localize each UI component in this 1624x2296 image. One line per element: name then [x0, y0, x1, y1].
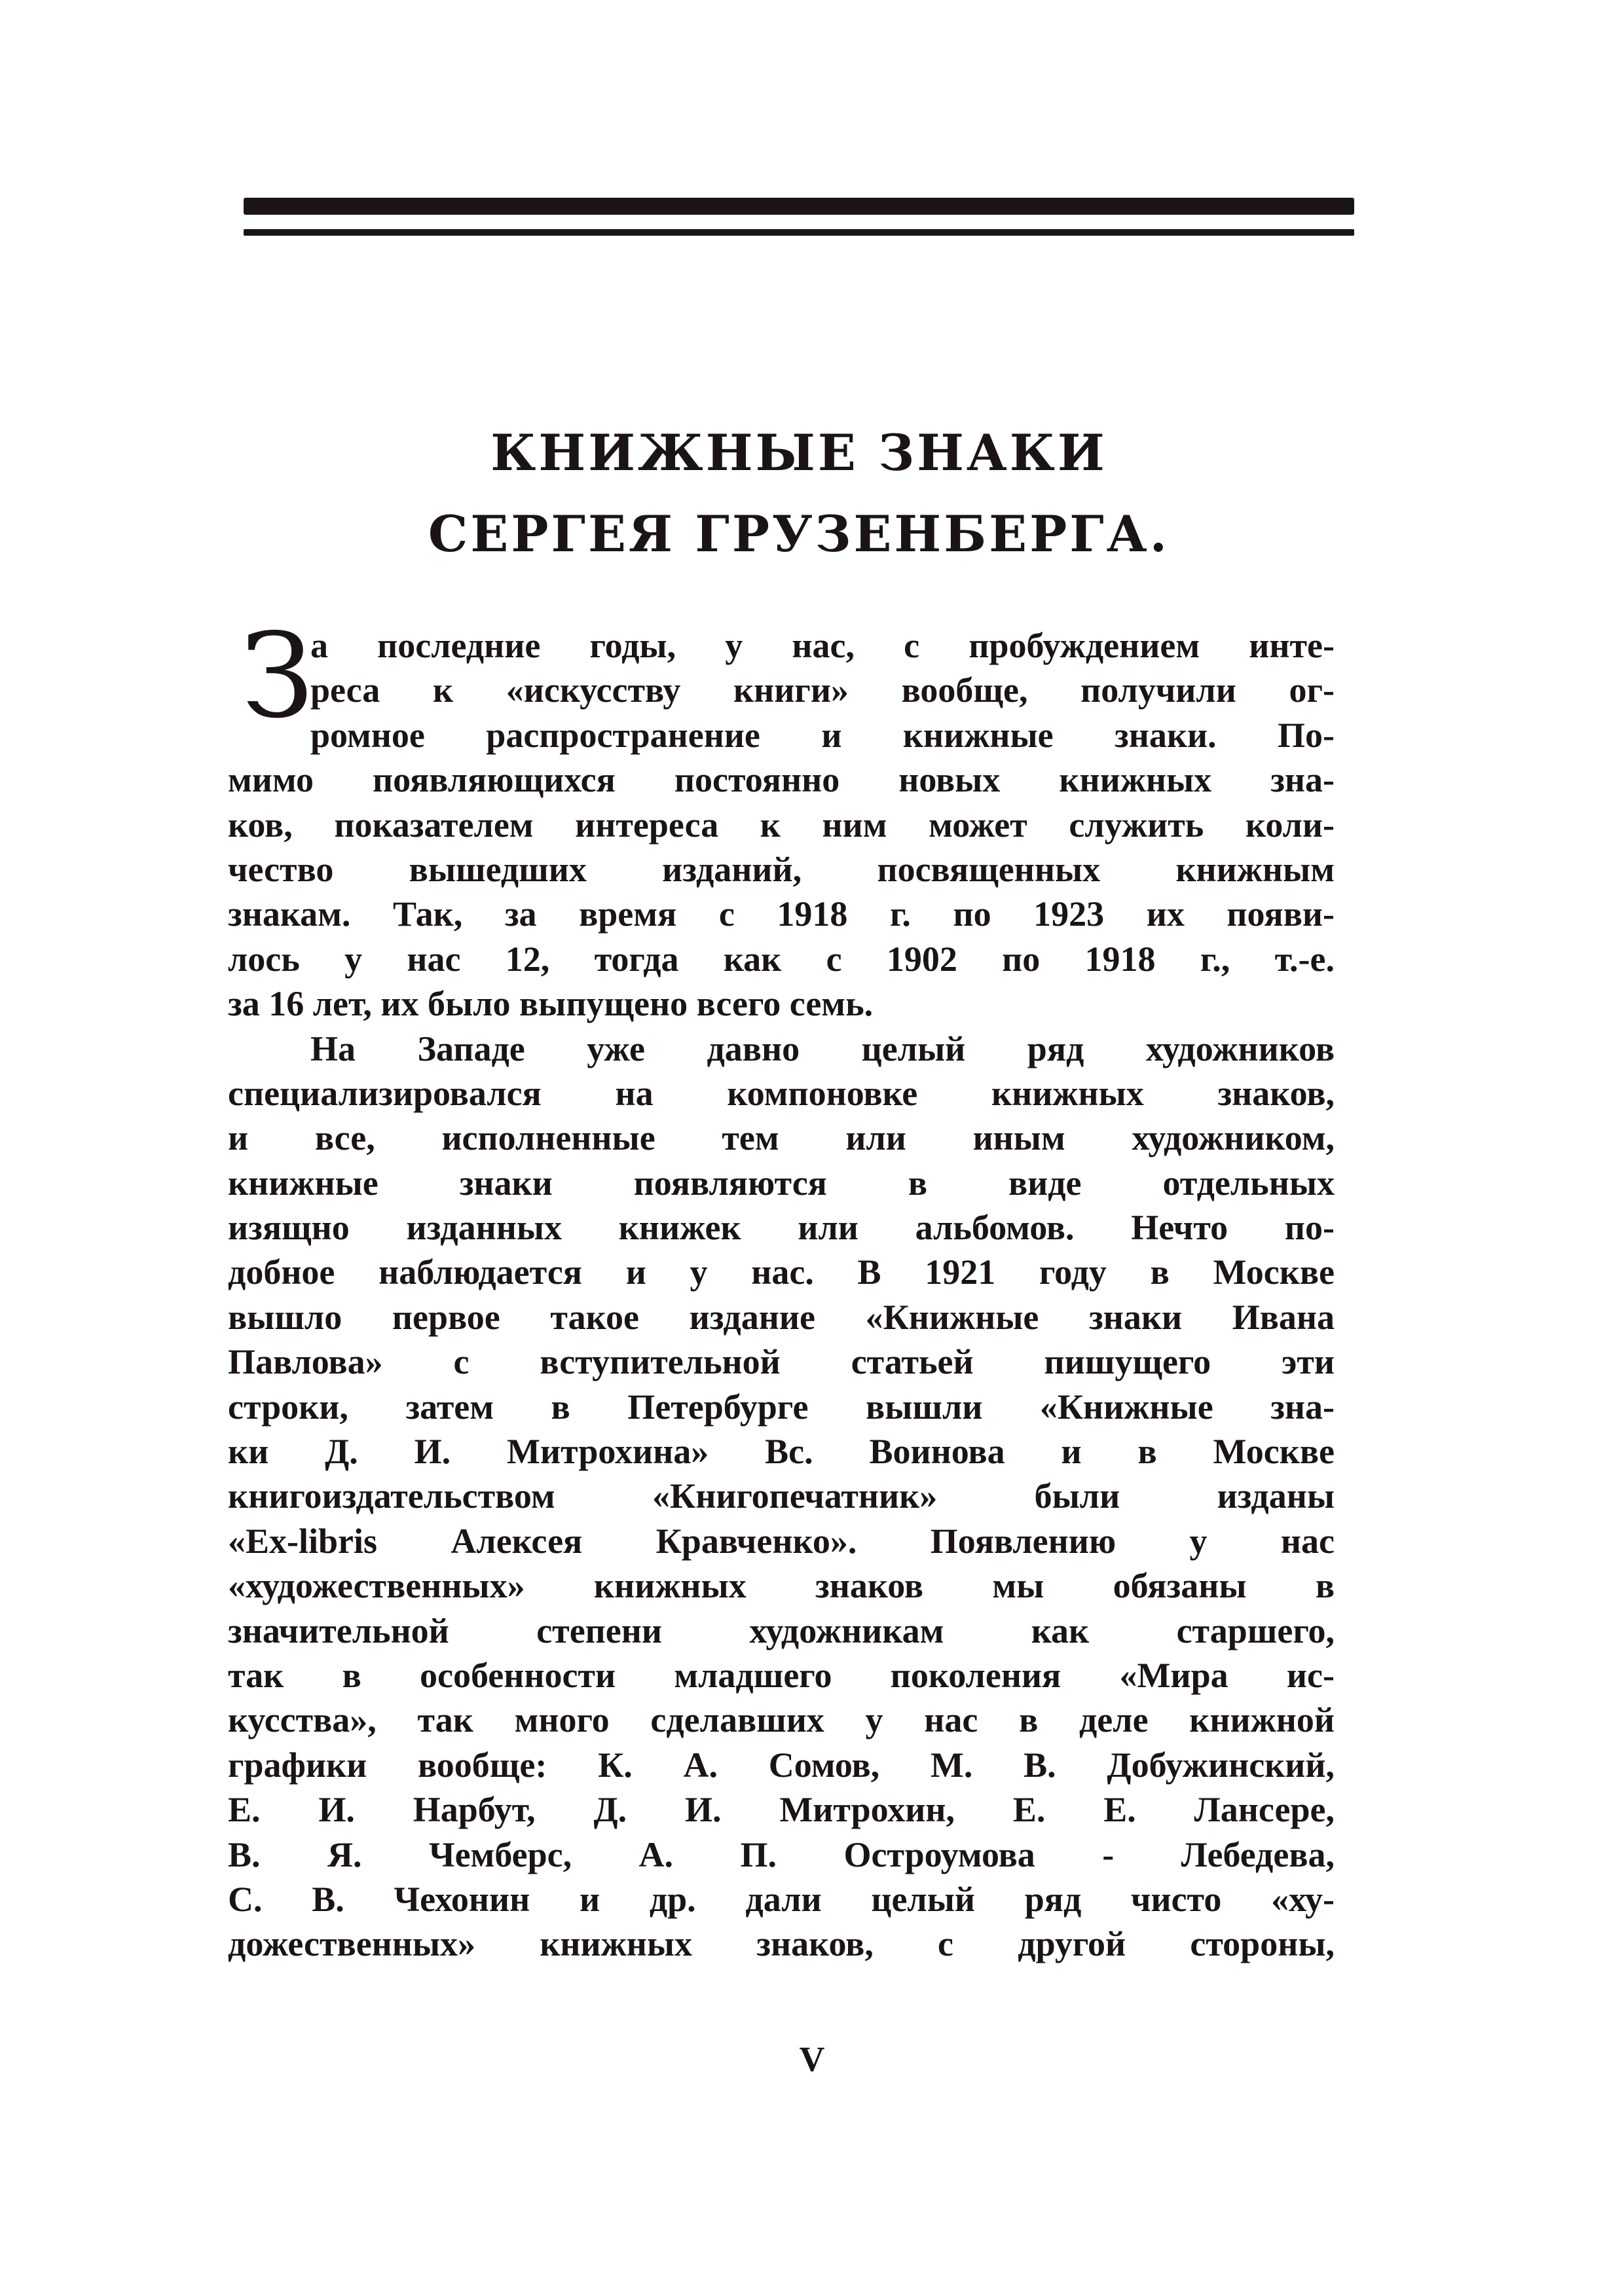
paragraph-1 [228, 608, 1335, 1027]
drop-cap: З [241, 608, 314, 744]
text-line: и все, исполненные тем или иным художником, [228, 1118, 1335, 1158]
text-line: графики вообще: К. А. Сомов, М. В. Добужинский, [228, 1745, 1335, 1785]
text-line: знакам. Так, за время с 1918 г. по 1923 их появи- [228, 894, 1335, 934]
paragraph-2 [228, 1027, 1335, 1967]
text-line: а последние годы, у нас, с пробуждением инте- [310, 626, 1335, 665]
text-line: за 16 лет, их было выпущено всего семь. [228, 984, 874, 1024]
title-line-2: СЕРГЕЯ ГРУЗЕНБЕРГА. [428, 505, 1170, 563]
text-line: вышло первое такое издание «Книжные знаки Ивана [228, 1297, 1335, 1337]
text-line: С. В. Чехонин и др. дали целый ряд чисто «ху- [228, 1879, 1335, 1919]
text-line: «художественных» книжных знаков мы обязаны в [228, 1566, 1335, 1606]
header-rule-thin [244, 229, 1354, 236]
title-line-1: КНИЖНЫЕ ЗНАКИ [490, 424, 1107, 482]
header-rule-thick [244, 198, 1354, 215]
text-line: чество вышедших изданий, посвященных книжным [228, 849, 1335, 889]
text-line: На Западе уже давно целый ряд художников [310, 1029, 1335, 1068]
text-line: изящно изданных книжек или альбомов. Нечто по- [228, 1208, 1335, 1248]
text-line: ков, показателем интереса к ним может служить коли- [228, 805, 1335, 845]
page-number: V [799, 2039, 825, 2079]
text-line: специализировался на компоновке книжных знаков, [228, 1073, 1335, 1113]
text-line: лось у нас 12, тогда как с 1902 по 1918 г., т.-е. [228, 939, 1335, 979]
text-line: строки, затем в Петербурге вышли «Книжные зна- [228, 1387, 1335, 1427]
text-line: дожественных» книжных знаков, с другой стороны, [228, 1924, 1335, 1964]
text-line: мимо появляющихся постоянно новых книжных зна- [228, 760, 1335, 800]
text-line: реса к «искусству книги» вообще, получили ог- [310, 670, 1335, 710]
text-line: «Ex-libris Алексея Кравченко». Появлению у нас [228, 1521, 1335, 1561]
text-line: ки Д. И. Митрохина» Вс. Воинова и в Москве [228, 1432, 1335, 1472]
text-line: значительной степени художникам как старшего, [228, 1611, 1335, 1650]
text-line: Павлова» с вступительной статьей пишущего эти [228, 1342, 1335, 1382]
text-line: ромное распространение и книжные знаки. По- [310, 715, 1335, 755]
text-line: книжные знаки появляются в виде отдельных [228, 1163, 1335, 1203]
chapter-title [244, 412, 1354, 575]
text-line: так в особенности младшего поколения «Мира ис- [228, 1655, 1335, 1695]
text-line: Е. И. Нарбут, Д. И. Митрохин, Е. Е. Лансере, [228, 1790, 1335, 1830]
body-text [228, 608, 1335, 1967]
text-line: книгоиздательством «Книгопечатник» были изданы [228, 1476, 1335, 1516]
text-line: В. Я. Чемберс, А. П. Остроумова - Лебедева, [228, 1834, 1335, 1874]
text-line: добное наблюдается и у нас. В 1921 году в Москве [228, 1252, 1335, 1292]
text-line: кусства», так много сделавших у нас в деле книжной [228, 1700, 1335, 1740]
